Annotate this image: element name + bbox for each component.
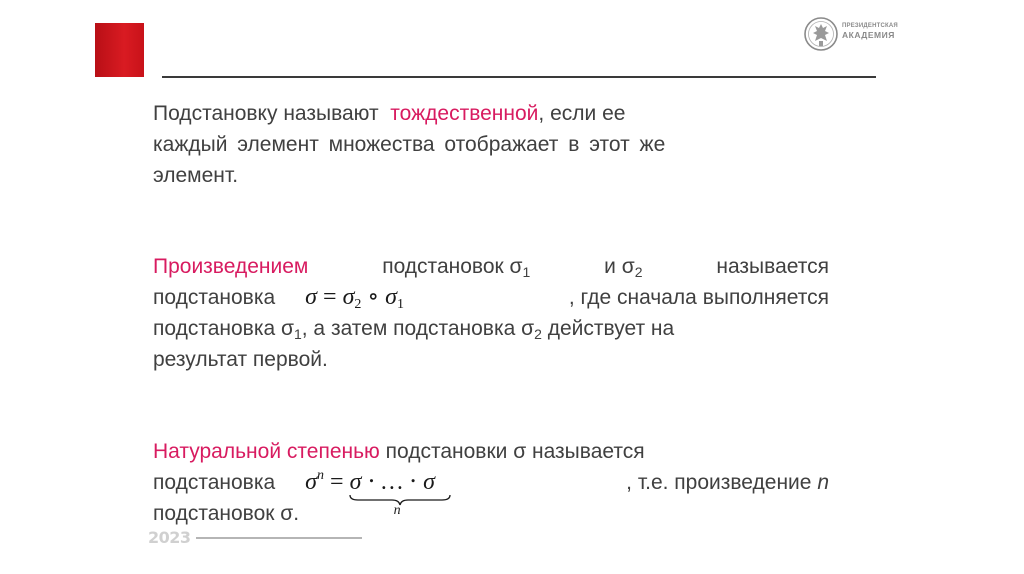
p2-l1-part2: и σ xyxy=(604,255,635,278)
p2-l1-sub1: 1 xyxy=(522,264,531,280)
underbrace-group xyxy=(349,467,436,518)
formula-sigma: σ xyxy=(305,284,318,310)
p2-l2-left xyxy=(153,282,426,313)
p2-line-2 xyxy=(153,282,829,313)
power-sigma: σ xyxy=(305,469,318,495)
footer-divider xyxy=(196,537,362,539)
logo-wordmark xyxy=(842,23,898,40)
p2-l1-sub2: 2 xyxy=(634,264,643,280)
presidential-academy-logo xyxy=(803,15,898,53)
power-formula xyxy=(305,467,436,518)
product-formula xyxy=(305,282,404,313)
p1-text-before: Подстановку называют xyxy=(153,102,385,125)
power-exponent: n xyxy=(317,468,325,483)
p2-l1-part2-wrap xyxy=(604,251,642,282)
product-definition-paragraph xyxy=(153,251,829,375)
p2-l3-sub1: 1 xyxy=(293,326,302,342)
p3-line-1 xyxy=(153,436,829,467)
p1-line-1 xyxy=(153,98,829,129)
p2-line-1 xyxy=(153,251,829,282)
p3-l2-n: n xyxy=(817,471,829,494)
term-natural-power: Натуральной степенью xyxy=(153,440,380,463)
p2-l1-part3: называется xyxy=(716,255,829,278)
emblem-icon xyxy=(803,15,839,53)
formula-index-1: 1 xyxy=(397,297,405,312)
footer-year: 2023 xyxy=(148,528,191,547)
logo-line-1: ПРЕЗИДЕНТСКАЯ xyxy=(842,23,898,29)
identity-definition-paragraph xyxy=(153,98,829,191)
p2-l2-end: , где сначала выполняется xyxy=(568,286,829,309)
formula-index-2: 2 xyxy=(354,297,362,312)
p1-line-3: элемент. xyxy=(153,164,239,187)
p2-l1-part1-wrap xyxy=(382,251,530,282)
p3-line-3: подстановок σ. xyxy=(153,502,300,525)
p2-l2-start: подстановка xyxy=(153,286,276,309)
formula-compose: ∘ xyxy=(361,284,386,310)
p2-line-3 xyxy=(153,313,829,344)
power-definition-paragraph xyxy=(153,436,829,529)
p2-l1-part1: подстановок σ xyxy=(382,255,523,278)
p1-line-2: каждый элемент множества отображает в этот же xyxy=(153,133,666,156)
formula-sigma1: σ xyxy=(385,284,398,310)
formula-sigma2: σ xyxy=(342,284,355,310)
p2-l3-sub2: 2 xyxy=(534,326,542,342)
power-product: σ ⋅ … ⋅ σ xyxy=(349,469,436,495)
term-identity: тождественной xyxy=(390,102,539,125)
logo-line-2: АКАДЕМИЯ xyxy=(842,30,895,40)
p2-l3-part3: действует на xyxy=(541,317,675,340)
p3-l2-start: подстановка xyxy=(153,471,276,494)
p2-l3-part2: , а затем подстановка σ xyxy=(301,317,535,340)
header-divider xyxy=(162,76,876,78)
p2-l3-part1: подстановка σ xyxy=(153,317,294,340)
p3-l2-end: , т.е. произведение xyxy=(626,471,818,494)
underbrace-label: n xyxy=(393,503,401,518)
p2-line-4: результат первой. xyxy=(153,348,328,371)
formula-equals: = xyxy=(317,284,343,310)
p3-l2-right xyxy=(626,467,829,498)
red-accent-square xyxy=(95,23,144,77)
p1-line-1-content xyxy=(153,98,625,129)
term-product: Произведением xyxy=(153,255,309,278)
p1-text-after: , если ее xyxy=(538,102,626,125)
power-equals: = xyxy=(324,469,350,495)
p3-l1-rest: подстановки σ называется xyxy=(379,440,645,463)
